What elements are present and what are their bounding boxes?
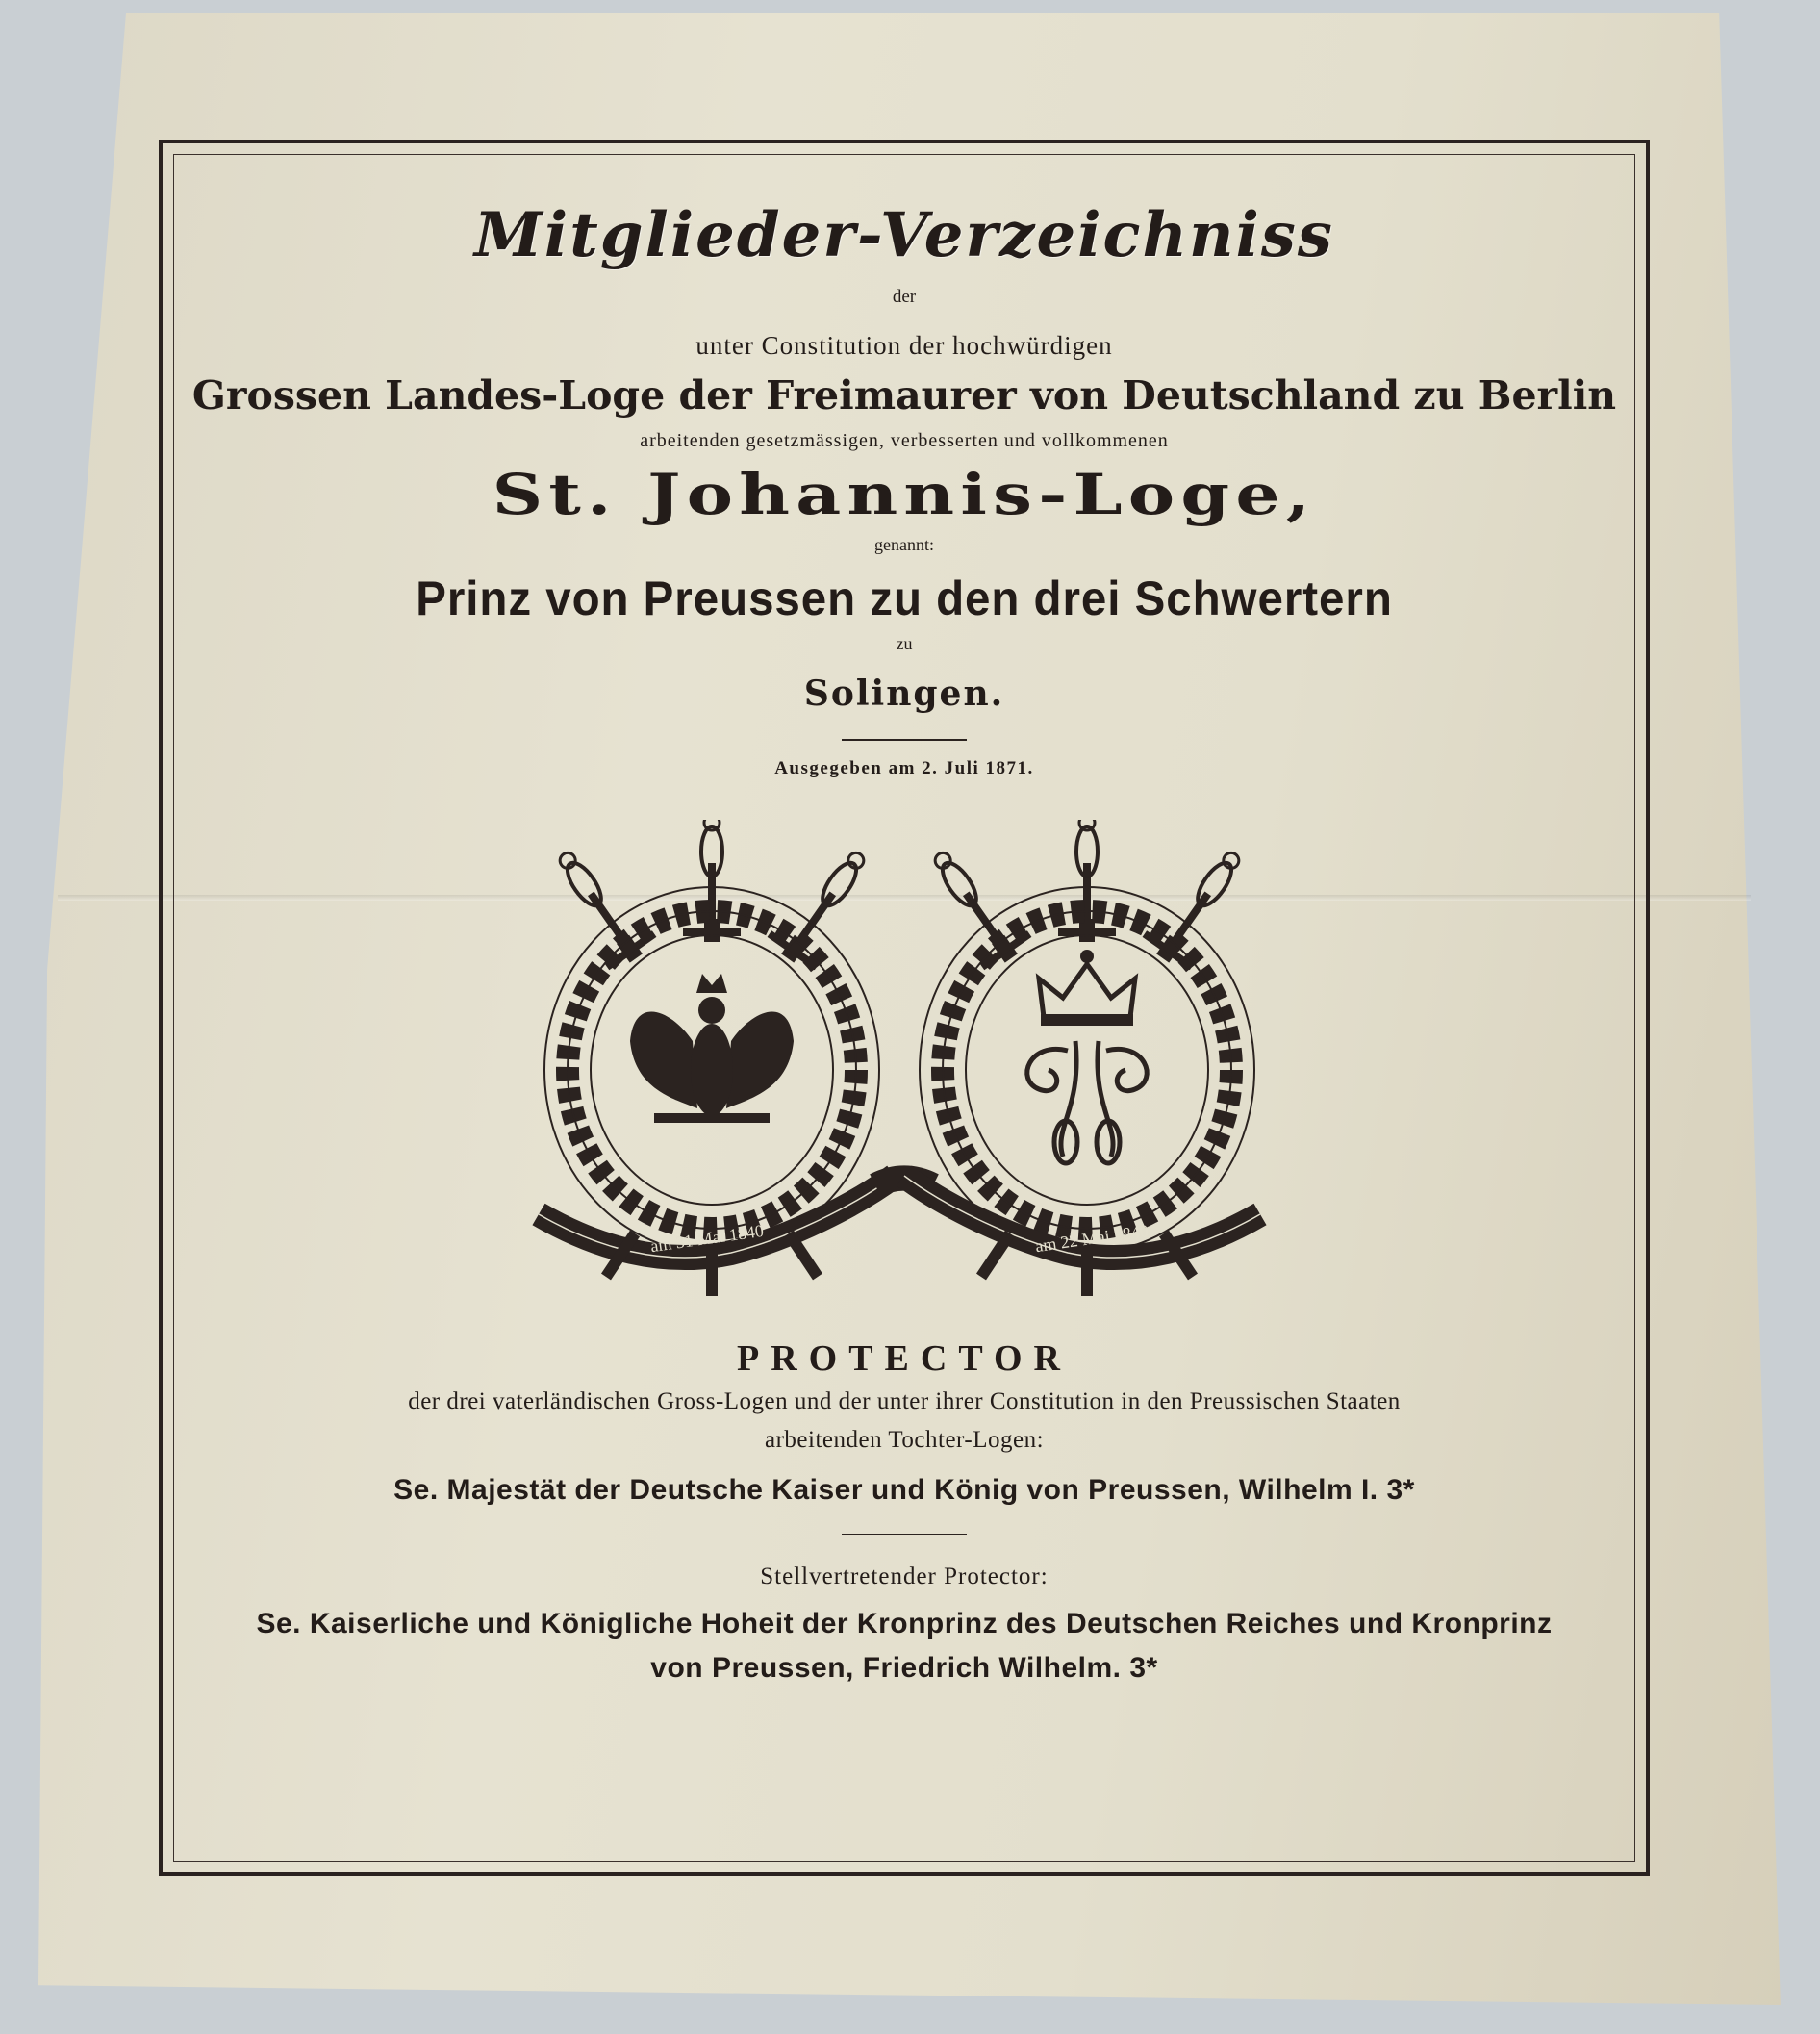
right-ribbon-text: am 22 Mai 1840 — [1033, 1221, 1150, 1257]
text-genannt: genannt: — [874, 535, 934, 555]
deputy-name-line-2: von Preussen, Friedrich Wilhelm. 3* — [650, 1652, 1158, 1685]
crown-icon — [1039, 950, 1135, 1026]
right-emblem — [904, 820, 1260, 1296]
left-ribbon-text: am 31 Mai 1840 — [648, 1221, 766, 1257]
monogram-icon — [1027, 1041, 1147, 1163]
protector-description-2: arbeitenden Tochter-Logen: — [764, 1427, 1045, 1454]
deputy-label: Stellvertretender Protector: — [760, 1564, 1049, 1590]
emblem-illustration — [529, 820, 1279, 1301]
document-content — [188, 183, 1621, 1689]
document-title: Mitglieder-Verzeichniss — [474, 199, 1334, 271]
eagle-icon — [630, 974, 794, 1123]
emblems — [188, 820, 1621, 1301]
divider-rule — [842, 739, 967, 741]
issue-date: Ausgegeben am 2. Juli 1871. — [774, 758, 1034, 779]
lodge-city: Solingen. — [803, 674, 1005, 715]
text-lodge-type: St. Johannis-Loge, — [492, 462, 1317, 528]
left-emblem — [539, 820, 895, 1296]
lodge-name: Prinz von Preussen zu den drei Schwertern — [416, 572, 1393, 626]
text-zu: zu — [896, 634, 913, 654]
text-grand-lodge: Grossen Landes-Loge der Freimaurer von Deutschland zu Berlin — [191, 372, 1617, 420]
deputy-name-line-1: Se. Kaiserliche und Königliche Hoheit der Kronprinz des Deutschen Reiches und Kronprinz — [256, 1608, 1553, 1640]
divider-rule-2 — [842, 1534, 967, 1536]
protector-name: Se. Majestät der Deutsche Kaiser und König von Preussen, Wilhelm I. 3* — [393, 1473, 1415, 1506]
protector-heading: PROTECTOR — [736, 1338, 1072, 1380]
text-constitution: unter Constitution der hochwürdigen — [695, 331, 1113, 361]
text-der: der — [892, 287, 917, 308]
text-working: arbeitenden gesetzmässigen, verbesserten und vollkommenen — [640, 430, 1169, 452]
protector-description-1: der drei vaterländischen Gross-Logen und der unter ihrer Constitution in den Preussischen Staaten — [408, 1388, 1401, 1415]
